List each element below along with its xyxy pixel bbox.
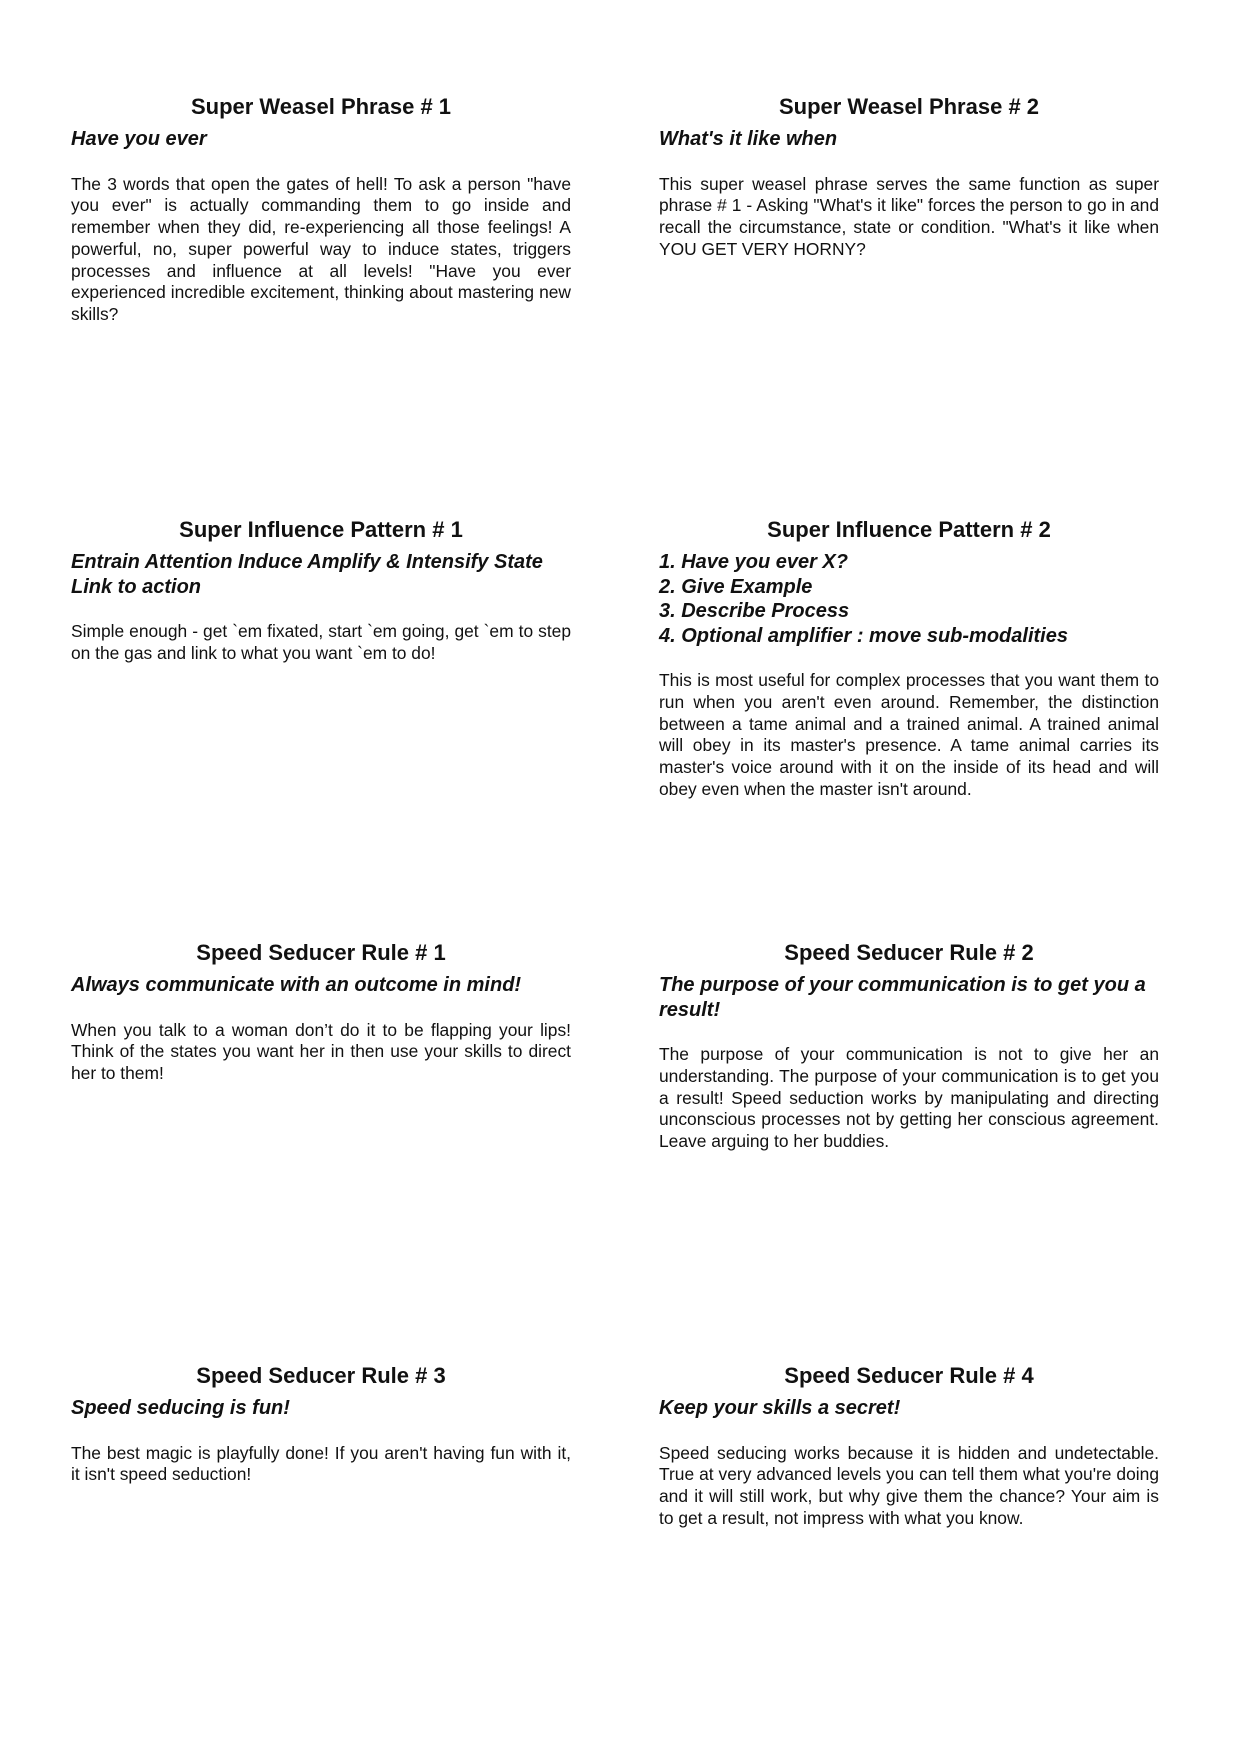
pattern-step: 3. Describe Process — [659, 600, 850, 622]
card-super-weasel-phrase-2 — [659, 94, 1159, 261]
card-body: Speed seducing works because it is hidden and undetectable. True at very advanced levels you can tell them what you're doing and it will still work, but why give them the chance? Your aim is to get a result, not impress with what you know. — [659, 1442, 1159, 1528]
card-title: Super Weasel Phrase # 2 — [778, 94, 1040, 119]
card-subtitle: Keep your skills a secret! — [659, 1397, 901, 1419]
card-title: Speed Seducer Rule # 3 — [196, 1363, 446, 1388]
card-title: Speed Seducer Rule # 2 — [784, 940, 1034, 965]
card-body: The 3 words that open the gates of hell! To ask a person "have you ever" is actually commanding them to go inside and remember when they did, re-experiencing all those feelings! A powerful, no, super powerful way to induce states, triggers processes and influence at all levels! "Have you ever experienced incredible excitement, thinking about mastering new skills? — [71, 173, 571, 325]
card-subtitle: Entrain Attention Induce Amplify & Intensify State Link to action — [71, 551, 543, 598]
pattern-steps-list — [659, 550, 1159, 648]
card-super-influence-pattern-2 — [659, 517, 1159, 801]
card-subtitle: Have you ever — [71, 128, 207, 150]
card-subtitle: The purpose of your communication is to get you a result! — [659, 974, 1146, 1021]
card-speed-seducer-rule-1 — [71, 940, 571, 1085]
card-title: Super Influence Pattern # 1 — [179, 517, 463, 542]
card-body: This is most useful for complex processes that you want them to run when you aren't even around. Remember, the distinction between a tame animal and a trained animal. A trained animal will obey in its master's presence. A tame animal carries its master's voice around with it on the inside of its head and will obey even when the master isn't around. — [659, 670, 1159, 799]
card-body: This super weasel phrase serves the same function as super phrase # 1 - Asking "What's it like" forces the person to go in and recall the circumstance, state or condition. "What's it like when YOU GET VERY HORNY? — [659, 173, 1159, 259]
card-body: Simple enough - get `em fixated, start `em going, get `em to step on the gas and link to what you want `em to do! — [71, 621, 571, 663]
card-title: Speed Seducer Rule # 4 — [784, 1363, 1034, 1388]
card-speed-seducer-rule-3 — [71, 1363, 571, 1486]
card-speed-seducer-rule-4 — [659, 1363, 1159, 1530]
card-body: The best magic is playfully done! If you aren't having fun with it, it isn't speed seduction! — [71, 1442, 571, 1485]
card-super-weasel-phrase-1 — [71, 94, 571, 326]
card-body: When you talk to a woman don’t do it to be flapping your lips! Think of the states you want her in then use your skills to direct her to them! — [71, 1019, 571, 1084]
pattern-step: 1. Have you ever X? — [659, 551, 848, 573]
card-subtitle: Speed seducing is fun! — [71, 1397, 290, 1419]
card-body: The purpose of your communication is not to give her an understanding. The purpose of your communication is to get you a result! Speed seduction works by manipulating and directing unconscious processes not by getting her conscious agreement. Leave arguing to her buddies. — [659, 1044, 1159, 1152]
card-title: Super Influence Pattern # 2 — [767, 517, 1051, 542]
card-speed-seducer-rule-2 — [659, 940, 1159, 1153]
card-subtitle: What's it like when — [659, 128, 838, 150]
card-title: Super Weasel Phrase # 1 — [190, 94, 452, 119]
pattern-step: 4. Optional amplifier : move sub-modalities — [659, 624, 1068, 647]
pattern-step: 2. Give Example — [659, 575, 813, 598]
card-super-influence-pattern-1 — [71, 517, 571, 665]
card-subtitle: Always communicate with an outcome in mind! — [71, 974, 522, 996]
card-title: Speed Seducer Rule # 1 — [196, 940, 446, 965]
